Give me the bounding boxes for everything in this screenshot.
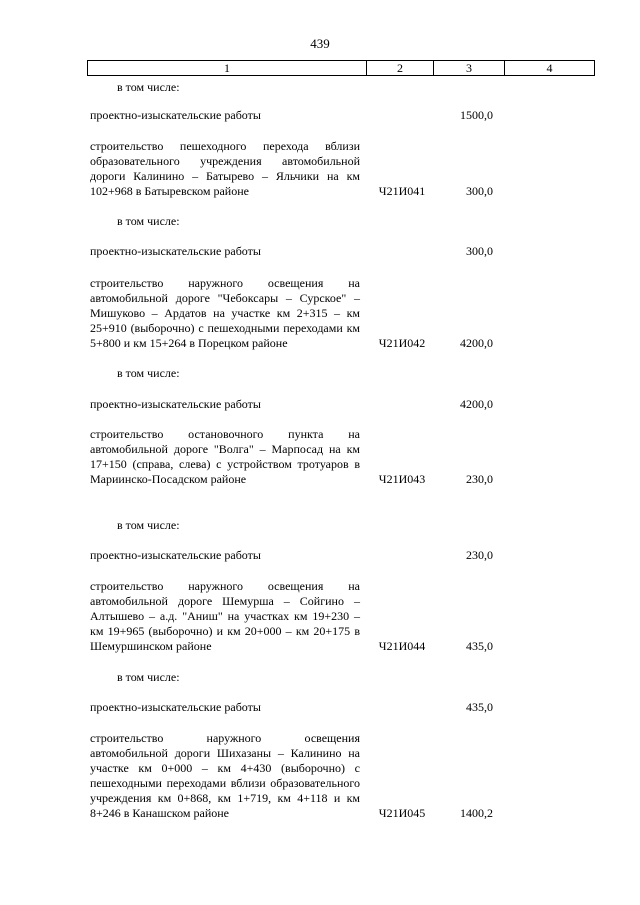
row-description: в том числе:	[117, 518, 180, 532]
row-description: проектно-изыскательские работы	[90, 700, 261, 714]
row-code: Ч21И041	[378, 184, 426, 198]
header-col-3: 3	[434, 61, 505, 75]
row-description: строительство наружного освещения на автомобильной дороге Шемурша – Сойгино – Алтышево – а.д. "Аниш" на участках км 19+230 – км 19+965 (выборочно) и км 20+000 – км 20+175 в Шемуршинском районе	[90, 579, 360, 653]
row-code: Ч21И042	[378, 336, 426, 350]
row-description: в том числе:	[117, 214, 180, 228]
row-description: строительство наружного освещения автомобильной дороги Шихазаны – Калинино на участке км 0+000 – км 4+430 (выборочно) с пешеходными переходами вблизи образовательного учреждения км 0+868, км 1+719, км 4+118 и км 8+246 в Канашском районе	[90, 731, 360, 820]
row-amount: 4200,0	[460, 336, 493, 350]
row-description: в том числе:	[117, 670, 180, 684]
row-amount: 230,0	[466, 548, 493, 562]
header-col-2: 2	[367, 61, 434, 75]
row-description: строительство наружного освещения на автомобильной дороге "Чебоксары – Сурское" – Мишуково – Ардатов на участке км 2+315 – км 25+910 (выборочно) с пешеходными переходами км 5+800 и км 15+264 в Порецком районе	[90, 276, 360, 350]
row-description: строительство пешеходного перехода вблизи образовательного учреждения автомобильной дороги Калинино – Батырево – Яльчики на км 102+968 в Батыревском районе	[90, 139, 360, 198]
row-code: Ч21И045	[378, 806, 426, 820]
row-amount: 4200,0	[460, 397, 493, 411]
row-description: в том числе:	[117, 366, 180, 380]
row-amount: 1500,0	[460, 108, 493, 122]
header-col-4: 4	[546, 61, 553, 75]
row-amount: 1400,2	[460, 806, 493, 820]
row-amount: 230,0	[466, 472, 493, 486]
row-description: строительство остановочного пункта на автомобильной дороге "Волга" – Марпосад на км 17+150 (справа, слева) с устройством тротуаров в Мариинско-Посадском районе	[90, 427, 360, 486]
row-code: Ч21И044	[378, 639, 426, 653]
row-amount: 300,0	[466, 184, 493, 198]
row-description: в том числе:	[117, 80, 180, 94]
page-number: 439	[310, 36, 330, 51]
row-amount: 435,0	[466, 700, 493, 714]
row-amount: 300,0	[466, 244, 493, 258]
row-description: проектно-изыскательские работы	[90, 244, 261, 258]
row-description: проектно-изыскательские работы	[90, 108, 261, 122]
header-col-1: 1	[88, 61, 367, 75]
row-code: Ч21И043	[378, 472, 426, 486]
row-description: проектно-изыскательские работы	[90, 548, 261, 562]
row-amount: 435,0	[466, 639, 493, 653]
row-description: проектно-изыскательские работы	[90, 397, 261, 411]
